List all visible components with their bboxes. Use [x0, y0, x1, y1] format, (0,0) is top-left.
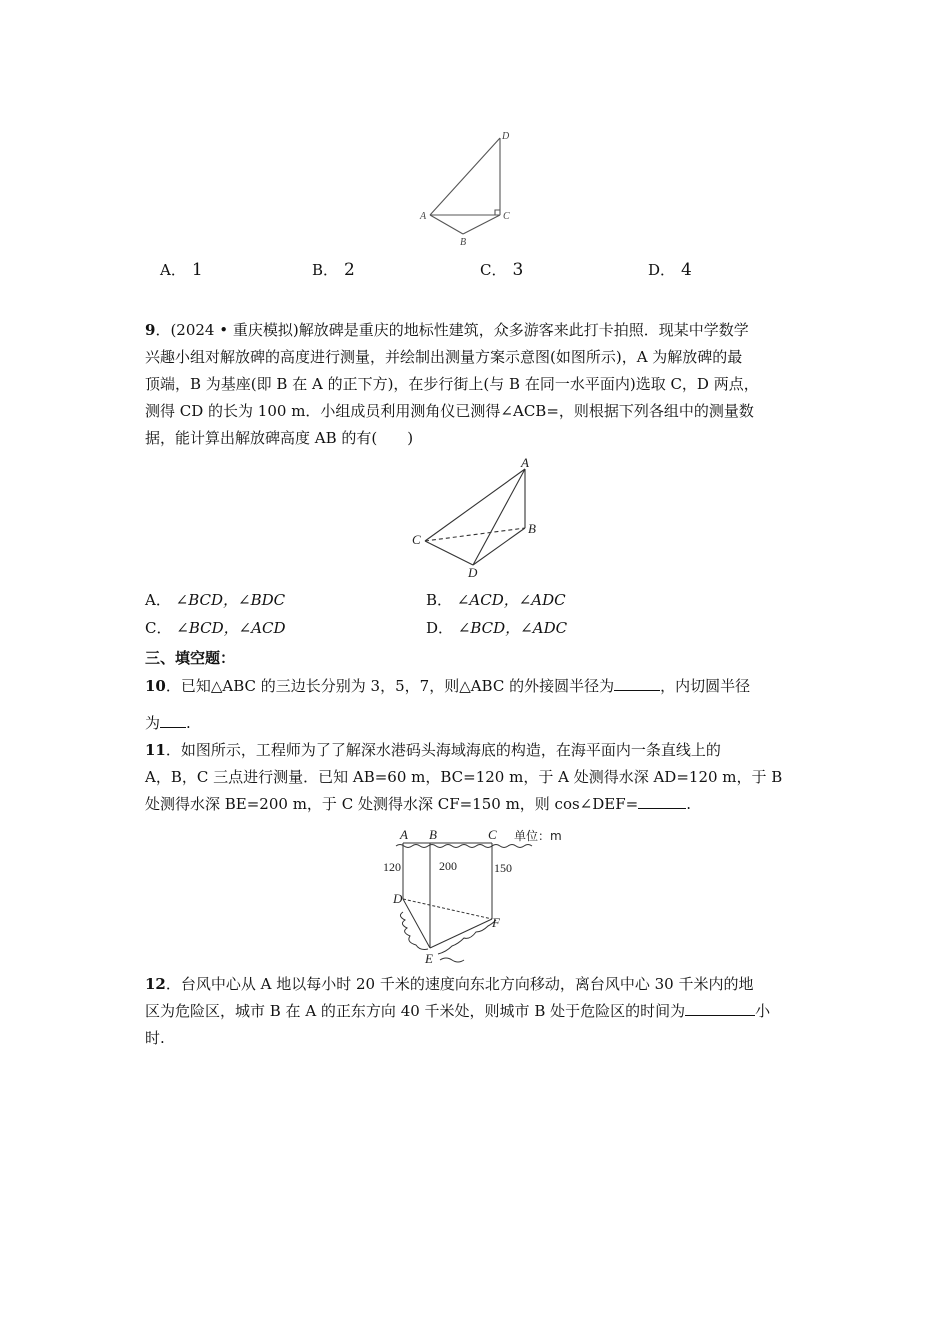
q11-segment-df: [403, 899, 492, 919]
q11-label-d: D: [393, 891, 403, 906]
q11-seabed-left: [400, 912, 428, 950]
q8-option-d: D． 4: [648, 260, 692, 280]
q8-segment-bc: [463, 215, 500, 234]
q11-number: 11: [145, 741, 166, 759]
q10-number: 10: [145, 677, 166, 695]
q11-text: 11．如图所示，工程师为了了解深水港码头海域海底的构造，在海平面内一条直线上的 A，B，C 三点进行测量．已知 AB=60 m，BC=120 m，于 A 处测得水深 AD=120 m，于 B 处测得水深 BE=200 m，于 C 处测得水深 CF=150 m，则 cos∠DEF= .: [145, 741, 783, 813]
q9-number: 9: [145, 321, 156, 339]
q9-figure: [405, 455, 555, 580]
q9-option-a: A． ∠BCD，∠BDC: [145, 591, 286, 609]
q8-label-a: A: [420, 211, 427, 222]
q11-label-a: A: [400, 827, 408, 842]
q11-segment-ef: [430, 919, 492, 948]
q8-option-a: A． 1: [160, 260, 203, 280]
q10-blank-inradius[interactable]: [160, 711, 186, 728]
q8-option-b: B． 2: [312, 260, 355, 280]
q10-blank-circumradius[interactable]: [614, 674, 660, 691]
q11-label-b: B: [429, 827, 437, 842]
q8-segment-ab: [430, 215, 463, 234]
q12-text: 12．台风中心从 A 地以每小时 20 千米的速度向东北方向移动，离台风中心 30 千米内的地 区为危险区，城市 B 在 A 的正东方向 40 千米处，则城市 B 处于危险区的时间为 小 时.: [145, 975, 771, 1047]
q11-blank-cos[interactable]: [638, 792, 686, 809]
q8-right-angle-mark: [495, 210, 500, 215]
q12-number: 12: [145, 975, 166, 993]
q9-option-b: B． ∠ACD，∠ADC: [426, 591, 566, 609]
q8-label-d: D: [502, 131, 510, 142]
q11-label-e: E: [425, 951, 433, 966]
q12-blank-hours[interactable]: [685, 999, 755, 1016]
q9-label-a: A: [521, 455, 529, 470]
q9-label-b: B: [528, 521, 536, 536]
q9-label-c: C: [412, 532, 421, 547]
q8-option-c: C． 3: [480, 260, 524, 280]
q11-depth-b: 200: [439, 859, 457, 873]
q9-option-c: C． ∠BCD，∠ACD: [145, 619, 286, 637]
q9-option-d: D． ∠BCD，∠ADC: [426, 619, 568, 637]
q11-unit: 单位：m: [514, 829, 562, 843]
q9-segment-cd: [425, 541, 473, 565]
q8-label-b: B: [460, 237, 467, 248]
q11-sea-surface: [396, 845, 532, 848]
q8-segment-ad: [430, 138, 500, 215]
q8-label-c: C: [503, 211, 510, 222]
q11-depth-c: 150: [494, 861, 512, 875]
q11-label-c: C: [488, 827, 497, 842]
q11-seabed-right: [438, 920, 496, 954]
q8-figure: [410, 125, 520, 250]
q11-label-f: F: [492, 915, 500, 930]
q10-text: 10．已知△ABC 的三边长分别为 3，5，7，则△ABC 的外接圆半径为 ，内切圆半径 为 .: [145, 668, 810, 742]
q11-segment-de: [403, 899, 430, 948]
q11-seabed-wave: [440, 958, 464, 962]
section-title: 三、填空题：: [145, 649, 236, 667]
q9-label-d: D: [468, 565, 478, 580]
q11-depth-a: 120: [383, 860, 401, 874]
q9-text: 9．(2024 • 重庆模拟)解放碑是重庆的地标性建筑，众多游客来此打卡拍照．现某中学数学 兴趣小组对解放碑的高度进行测量，并绘制出测量方案示意图(如图所示)，A 为解放碑的最 顶端，B 为基座(即 B 在 A 的正下方)，在步行街上(与 B 在同一水平面内)选取 C，D 两点， 测得 CD 的长为 100 m．小组成员利用测角仪已测得∠ACB=，则根据下列各组中的测量数 据，能计算出解放碑高度 AB 的有( ): [145, 321, 759, 447]
q11-figure: [378, 824, 578, 967]
q9-segment-ad: [473, 469, 525, 565]
